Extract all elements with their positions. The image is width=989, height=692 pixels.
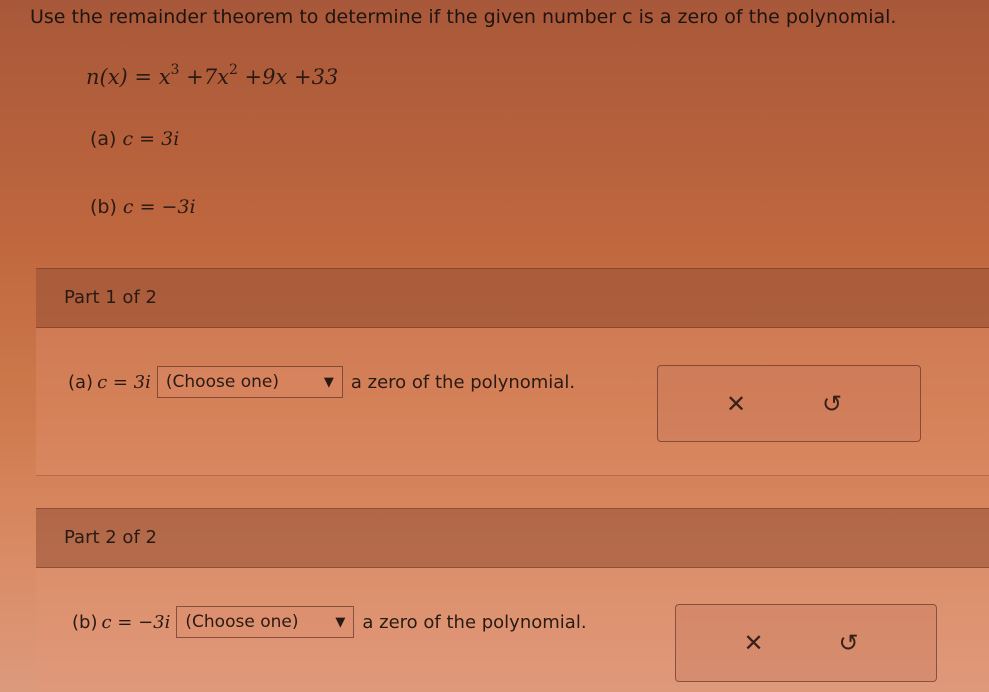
undo-icon[interactable]: ↺: [838, 629, 859, 657]
polynomial-tail: +9x +33: [237, 65, 339, 89]
undo-icon[interactable]: ↺: [821, 389, 843, 418]
chevron-down-icon: ▼: [335, 614, 346, 630]
polynomial-lhs: n(x) = x: [86, 65, 171, 89]
item-a: [90, 128, 179, 150]
part1-title: Part 1 of 2: [64, 287, 157, 308]
part2-header: [36, 508, 989, 568]
polynomial-expression: [86, 62, 338, 89]
polynomial-exponent-3: 3: [170, 62, 180, 78]
part1-action-box: [657, 365, 921, 442]
part2-dropdown[interactable]: [176, 606, 354, 638]
part2-suffix: a zero of the polynomial.: [362, 611, 587, 633]
item-b: [90, 196, 196, 218]
item-b-label: (b): [90, 196, 117, 218]
part1-header: [36, 268, 989, 328]
chevron-down-icon: ▼: [323, 374, 334, 390]
part1-question: [68, 366, 575, 398]
item-a-label: (a): [90, 128, 117, 150]
part1-prefix: (a): [68, 371, 94, 393]
close-icon[interactable]: ✕: [743, 629, 764, 657]
part2-title: Part 2 of 2: [64, 527, 157, 548]
part2-action-box: [675, 604, 937, 682]
item-a-value: c = 3i: [122, 128, 180, 150]
instruction-text: Use the remainder theorem to determine if the given number c is a zero of the polynomial.: [30, 6, 897, 28]
part2-prefix: (b): [72, 611, 98, 633]
part1-suffix: a zero of the polynomial.: [350, 371, 576, 393]
part1-math: c = 3i: [97, 371, 151, 393]
close-icon[interactable]: ✕: [725, 389, 747, 418]
item-b-value: c = −3i: [122, 196, 196, 218]
part1-dropdown-value: (Choose one): [165, 372, 279, 392]
polynomial-middle: +7x: [179, 65, 229, 89]
part1-dropdown[interactable]: [157, 366, 343, 398]
part2-question: [72, 606, 587, 638]
polynomial-exponent-2: 2: [228, 62, 238, 78]
part2-math: c = −3i: [101, 611, 171, 633]
part2-dropdown-value: (Choose one): [185, 612, 299, 632]
